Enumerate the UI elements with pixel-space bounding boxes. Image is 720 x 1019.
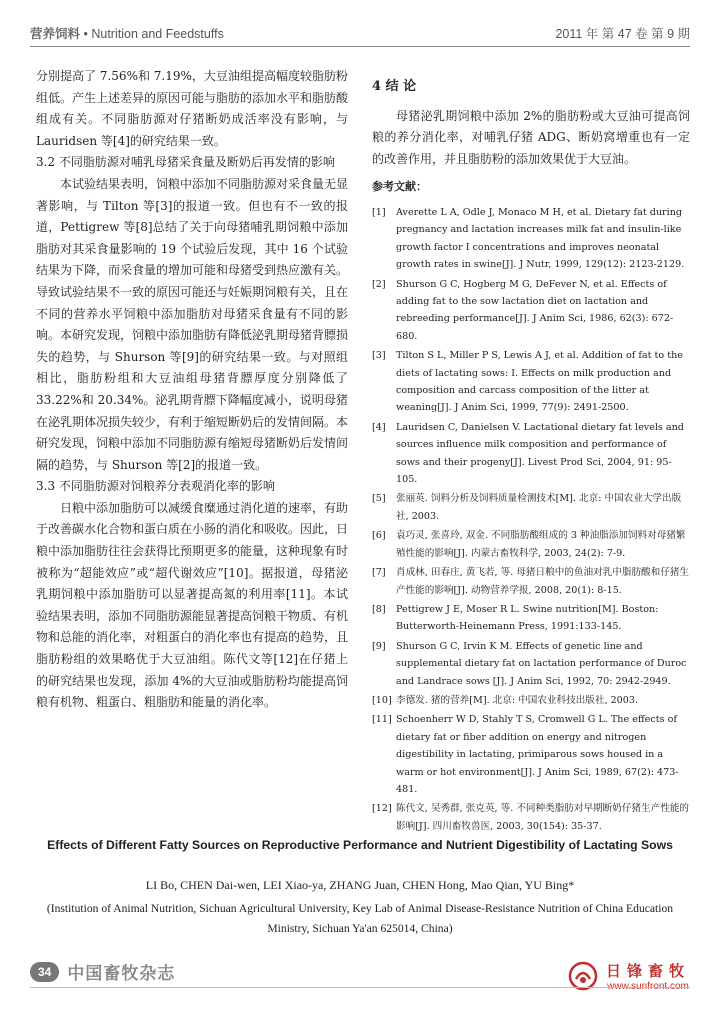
page-footer	[30, 959, 175, 984]
issue-info: 2011 年 第 47 卷 第 9 期	[555, 27, 690, 41]
reference-item: [7] 肖成林, 田春庄, 黄飞若, 等. 母猪日粮中的鱼油对乳中脂肪酸和仔猪生产性能的影响[J]. 动物营养学报, 2008, 20(1): 8-15.	[372, 567, 690, 596]
footer-divider	[30, 987, 690, 988]
reference-list	[372, 204, 690, 835]
paragraph: 日粮中添加脂肪可以减缓食糜通过消化道的速率，有助于改善碳水化合物和蛋白质在小肠的消化和吸收。因此，日粮中添加脂肪往往会获得比预期更多的能量，这种现象有时被称为“超能效应”或“超代谢效应”[10]。据报道，母猪泌乳期饲粮中添加脂肪可以显著提高氮的利用率[11]。本试验结果表明，添加不同脂肪源能显著提高饲粮干物质、有机物和总能的消化率，对粗蛋白的消化率也有提高的趋势，且脂肪粉组的效果略优于大豆油组。陈代文等[12]在仔猪上的研究结果也发现，添加 4%的大豆油或脂肪粉均能提高饲粮有机物、粗蛋白、粗脂肪和能量的消化率。	[36, 500, 349, 710]
header-divider	[30, 46, 690, 47]
journal-name: • Nutrition and Feedstuffs	[83, 27, 224, 41]
reference-item: [2] Shurson G C, Hogberg M G, DeFever N, et al. Effects of adding fat to the sow lactation diet on lactation and rebreeding performance[J]. J Anim Sci, 1986, 62(3): 672-680.	[372, 278, 674, 342]
reference-item: [11] Schoenherr W D, Stahly T S, Cromwell G L. The effects of dietary fat or fiber addition on energy and nitrogen digestibility in lactating, primiparous sows housed in a warm or hot environment[J]. J Anim Sci, 1989, 67(2): 473-481.	[372, 714, 679, 795]
references-heading: 参考文献：	[372, 180, 427, 194]
english-affiliation: (Institution of Animal Nutrition, Sichuan Agricultural University, Key Lab of Animal Disease-Resistance Nutrition of China Education Ministry, Sichuan Ya'an 625014, China)	[46, 902, 674, 935]
left-column	[36, 66, 348, 714]
journal-title-cn: 中国畜牧杂志	[67, 964, 176, 984]
reference-item: [5] 张丽英. 饲料分析及饲料质量检测技术[M]. 北京: 中国农业大学出版社, 2003.	[372, 493, 682, 522]
reference-item: [3] Tilton S L, Miller P S, Lewis A J, et al. Addition of fat to the diets of lactating sows: I. Effects on milk production and composition and carcass composition of the litter at weaning[J]. J Anim Sci, 1999, 77(9): 2491-2500.	[372, 350, 683, 414]
reference-item: [12] 陈代文, 吴秀群, 张克英, 等. 不同种类脂肪对早期断奶仔猪生产性能的影响[J]. 四川畜牧兽医, 2003, 30(154): 35-37.	[372, 803, 690, 832]
watermark-url[interactable]: www.sunfront.com	[607, 981, 689, 992]
paragraph: 本试验结果表明，饲粮中添加不同脂肪源对采食量无显著影响，与 Tilton 等[3]的报道一致。但也有不一致的报道，Pettigrew 等[8]总结了关于向母猪哺乳期饲粮中添加脂肪对其采食量影响的 19 个试验后发现，其中 16 个试验结果为下降，而采食量的增加可能和母猪受到热应激有关。导致试验结果不一致的原因可能还与妊娠期饲粮有关，且在不同的营养水平饲粮中添加脂肪对母猪采食量有不同的影响。本研究发现，饲粮中添加脂肪有降低泌乳期母猪背膘损失的趋势，与 Shurson 等[9]的研究结果一致。与对照组相比，脂肪粉组和大豆油组母猪背膘厚度分别降低了 33.22%和 20.34%。泌乳期背膘下降幅度减小，说明母猪在泌乳期体况损失较少，有利于缩短断奶后的发情间隔。本研究发现，饲粮中添加不同脂肪源有缩短母猪断奶后发情间隔的趋势，与 Shurson 等[2]的报道一致。	[36, 176, 349, 472]
english-authors: LI Bo, CHEN Dai-wen, LEI Xiao-ya, ZHANG Juan, CHEN Hong, Mao Qian, YU Bing*	[145, 878, 575, 892]
page-number: 34	[30, 962, 59, 982]
reference-item: [6] 袁巧灵, 张喜玲, 双金. 不同脂肪酸组成的 3 种油脂添加饲料对母猪繁殖性能的影响[J]. 内蒙古畜牧科学, 2003, 24(2): 7-9.	[372, 530, 686, 559]
reference-item: [1] Averette L A, Odle J, Monaco M H, et al. Dietary fat during pregnancy and lactation increases milk fat and insulin-like growth factor I concentrations and improves neonatal growth rates in swine[J]. J Nutr, 1999, 129(12): 2123-2129.	[372, 206, 685, 271]
conclusion-paragraph: 母猪泌乳期饲粮中添加 2%的脂肪粉或大豆油可提高饲粮的养分消化率，对哺乳仔猪 ADG、断奶窝增重也有一定的改善作用，并且脂肪粉的添加效果优于大豆油。	[372, 108, 690, 166]
watermark-cn: 日锋畜牧	[605, 962, 690, 980]
right-column	[372, 66, 690, 837]
journal-logo: 营养饲料	[30, 27, 81, 41]
section-heading-3-2: 3.2 不同脂肪源对哺乳母猪采食量及断奶后再发情的影响	[36, 155, 335, 170]
page-header	[30, 22, 690, 44]
reference-item: [9] Shurson G C, Irvin K M. Effects of genetic line and supplemental dietary fat on lactation performance of Duroc and Landrace sows [J]. J Anim Sci, 1992, 70: 2942-2949.	[372, 640, 687, 687]
english-title: Effects of Different Fatty Sources on Reproductive Performance and Nutrient Digestibility of Lactating Sows	[47, 838, 673, 852]
reference-item: [8] Pettigrew J E, Moser R L. Swine nutrition[M]. Boston: Butterworth-Heinemann Press, 1991:133-145.	[372, 603, 659, 633]
header-journal	[30, 24, 224, 42]
paragraph: 分别提高了 7.56%和 7.19%，大豆油组提高幅度较脂肪粉组低。产生上述差异的原因可能与脂肪的添加水平和脂肪酸组成有关。不同脂肪源对仔猪断奶成活率没有影响，与 Lauridsen 等[4]的研究结果一致。	[36, 69, 349, 148]
reference-item: [4] Lauridsen C, Danielsen V. Lactational dietary fat levels and sources influence milk composition and performance of sows and their progeny[J]. Livest Prod Sci, 2004, 91: 95-105.	[372, 421, 684, 486]
section-heading-3-3: 3.3 不同脂肪源对饲粮养分表观消化率的影响	[36, 479, 275, 494]
section-heading-4: 4 结 论	[372, 79, 417, 94]
reference-item: [10] 李德发. 猪的营养[M]. 北京: 中国农业科技出版社, 2003.	[372, 694, 639, 706]
